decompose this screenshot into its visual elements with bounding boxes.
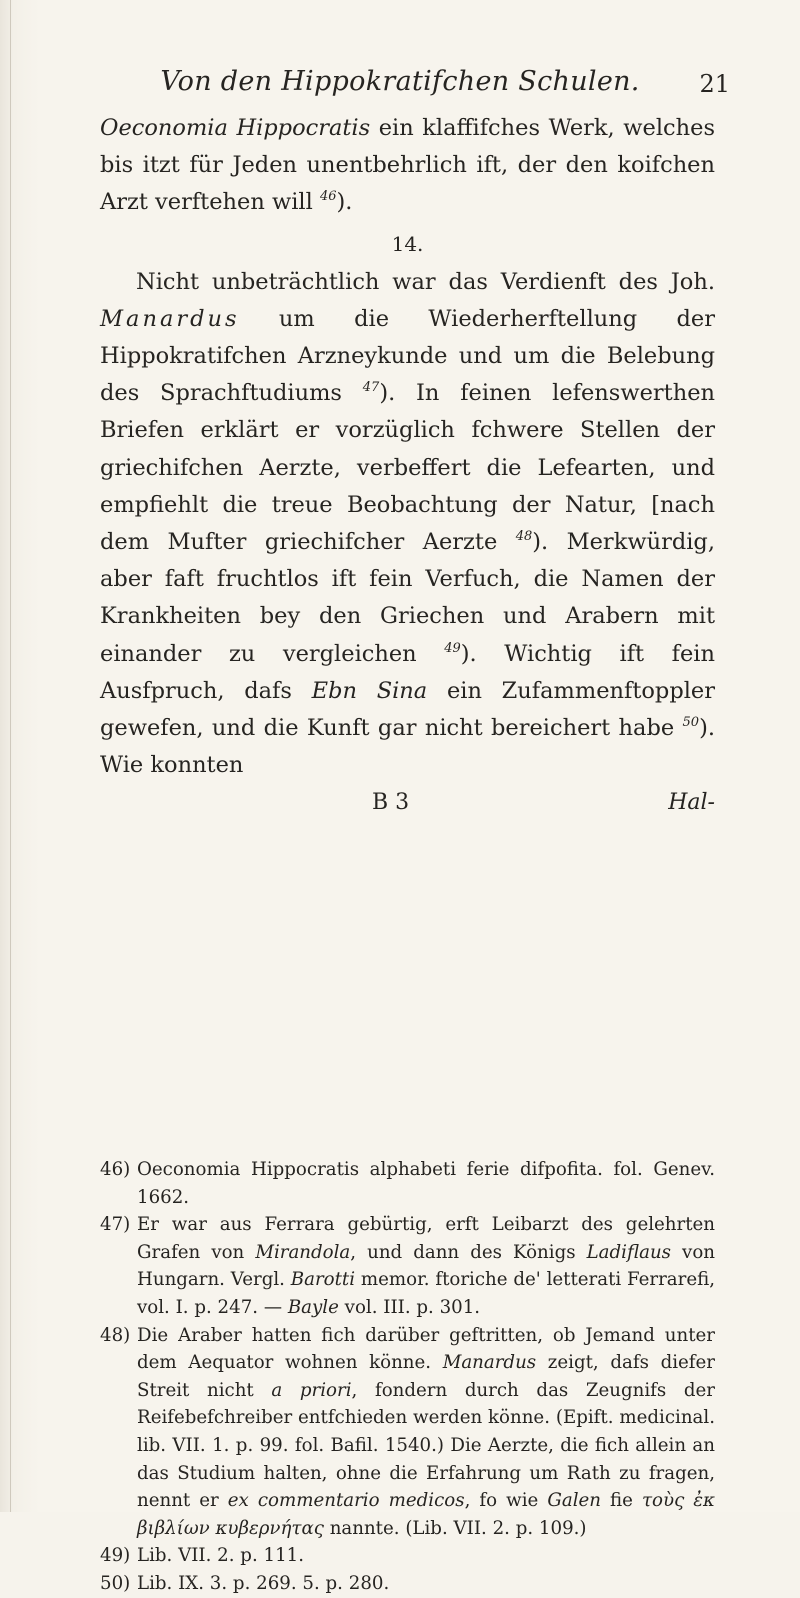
text-run: fie — [601, 1490, 642, 1512]
footnote-ref-48[interactable]: 48 — [515, 529, 533, 545]
main-text — [100, 110, 715, 818]
person-name: Ladiflaus — [586, 1241, 671, 1263]
signature-mark: B 3 — [372, 790, 410, 816]
text-run: ). In feinen lefenswerthen Briefen erklärt er vorzüglich fchwere Stellen der griechifchen Aerzte, verbeffert die Lefearten, und empfiehlt die treue Beobachtung der Natur, [nach dem Mufter griechifcher Aerzte — [100, 380, 715, 556]
text-run: ). — [336, 189, 353, 216]
page-number: 21 — [699, 70, 730, 98]
footnote-number: 47) — [100, 1214, 131, 1236]
text-run: , fo wie — [464, 1490, 548, 1512]
text-run: ). Merkwürdig, aber faft fruchtlos ift fein Verfuch, die Namen der Krankheiten bey den Griechen und Arabern mit einander zu vergleichen — [100, 529, 715, 667]
footnote-ref-50[interactable]: 50 — [682, 715, 700, 731]
footnote-ref-47[interactable]: 47 — [362, 380, 380, 396]
running-head: Von den Hippokratifchen Schulen. — [160, 66, 640, 97]
person-name: Barotti — [290, 1269, 356, 1291]
footnote-number: 48) — [100, 1324, 131, 1346]
text-run: von Hungarn. Vergl. — [137, 1241, 715, 1291]
latin-term: ex commentario medicos — [227, 1490, 465, 1512]
footnote-number: 46) — [100, 1159, 131, 1180]
paragraph-oeconomia — [100, 110, 715, 222]
person-name: Galen — [547, 1490, 601, 1512]
text-run: , und dann des Königs — [350, 1241, 587, 1263]
paragraph-manardus — [100, 264, 715, 785]
footnote-number: 49) — [100, 1545, 131, 1567]
text-run: um die Wiederherftellung der Hippokratifchen Arzneykunde und um die Belebung des Sprachftudiums — [100, 305, 715, 407]
footnote-text: Lib. VII. 2. p. 111. — [137, 1545, 304, 1567]
text-run: ein Zufammenftoppler gewefen, und die Kunft gar nicht bereichert habe — [100, 677, 715, 742]
footnote-47 — [100, 1211, 715, 1321]
text-run: Nicht unbeträchtlich war das Verdienft des Joh. — [136, 268, 715, 295]
footnote-text: Lib. IX. 3. p. 269. 5. p. 280. — [137, 1572, 390, 1594]
text-run: ). Wie konnten — [100, 715, 715, 779]
text-run: nannte. (Lib. VII. 2. p. 109.) — [323, 1517, 587, 1539]
footnote-number: 50) — [100, 1572, 131, 1594]
text-run: ). Wichtig ift fein Ausfpruch, dafs — [100, 640, 715, 704]
page-header — [120, 66, 730, 106]
footnote-ref-49[interactable]: 49 — [444, 640, 461, 656]
text-run: Er war aus Ferrara gebürtig, erft Leibarzt des gelehrten Grafen von — [137, 1214, 715, 1263]
text-run: zeigt, dafs diefer Streit nicht — [137, 1352, 715, 1401]
text-run: memor. ftoriche de' letterati Ferrarefi, vol. I. p. 247. — — [137, 1269, 715, 1318]
greek-phrase: τοὺς ἐκ βιβλίων κυβερνήτας — [137, 1490, 715, 1539]
person-name: Manardus — [100, 305, 240, 332]
footnote-46 — [100, 1156, 715, 1211]
section-number: 14. — [391, 231, 424, 256]
footnote-50 — [100, 1570, 715, 1598]
footnote-48 — [100, 1322, 715, 1543]
place-name: Mirandola — [255, 1241, 351, 1263]
footnotes — [100, 1156, 715, 1598]
text-run: vol. III. p. 301. — [338, 1296, 481, 1318]
text-run: ein klaffifches Werk, welches bis itzt für Jeden unentbehrlich ift, der den koifchen Arzt verftehen will — [100, 115, 715, 216]
binding-edge — [10, 0, 11, 1512]
latin-term: a priori — [271, 1379, 352, 1401]
person-name: Manardus — [442, 1352, 537, 1374]
catchword: Hal- — [668, 790, 715, 816]
footnote-49 — [100, 1542, 715, 1570]
text-run: Die Araber hatten fich darüber geftritten, ob Jemand unter dem Aequator wohnen könne. — [137, 1324, 715, 1374]
footnote-ref-46[interactable]: 46 — [319, 189, 337, 205]
work-title: Oeconomia Hippocratis — [100, 115, 371, 141]
text-run: , fondern durch das Zeugnifs der Reifebefchreiber entfchieden werden könne. (Epift. medicinal. lib. VII. 1. p. 99. fol. Bafil. 1540.) Die Aerzte, die fich allein an das Studium halten, ohne die Erfahrung um Rath zu fragen, nennt er — [137, 1379, 716, 1512]
person-name: Ebn Sina — [311, 677, 428, 704]
signature-row — [100, 784, 715, 818]
footnote-text: Oeconomia Hippocratis alphabeti ferie difpofita. fol. Genev. 1662. — [137, 1159, 715, 1208]
person-name: Bayle — [287, 1296, 339, 1318]
